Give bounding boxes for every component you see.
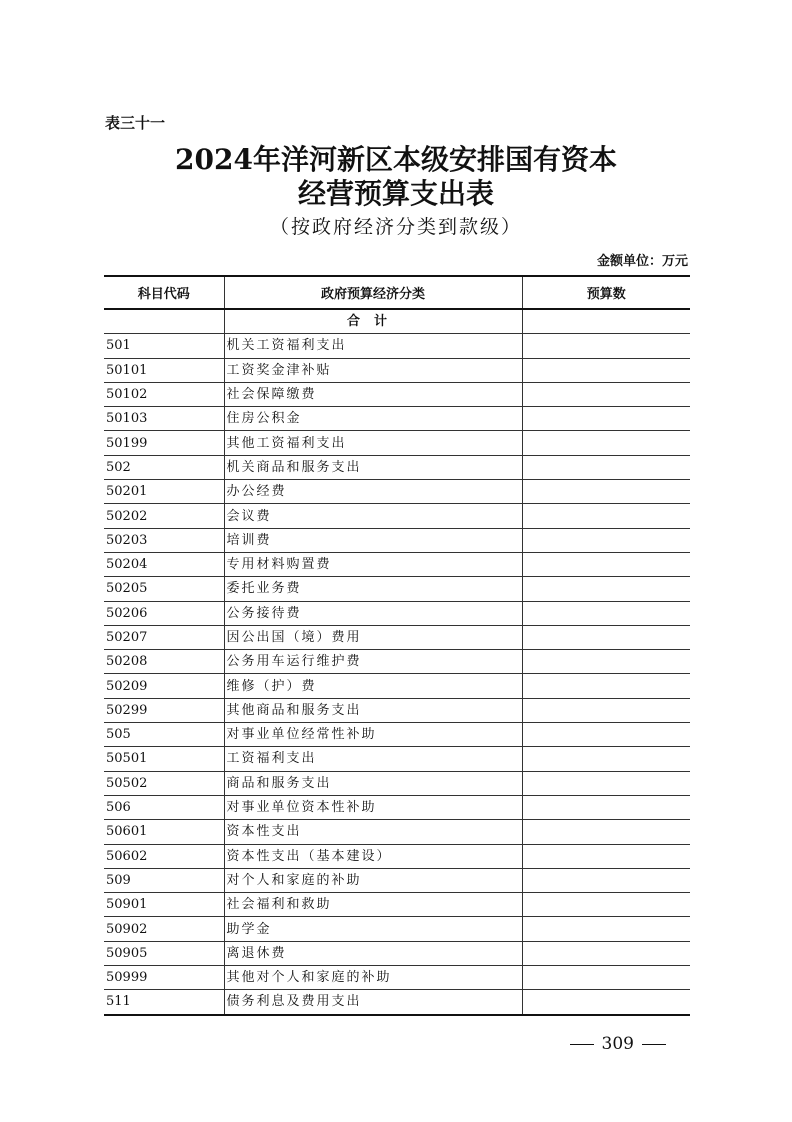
row-amount bbox=[522, 552, 690, 576]
row-amount bbox=[522, 698, 690, 722]
row-amount bbox=[522, 601, 690, 625]
row-amount bbox=[522, 431, 690, 455]
row-amount bbox=[522, 577, 690, 601]
row-amount bbox=[522, 941, 690, 965]
table-row bbox=[104, 917, 690, 941]
row-amount bbox=[522, 334, 690, 358]
row-code: 50602 bbox=[104, 844, 224, 868]
table-row bbox=[104, 334, 690, 358]
row-amount bbox=[522, 382, 690, 406]
dash-right bbox=[642, 1044, 666, 1045]
page-title-line-2: 经营预算支出表 bbox=[297, 177, 494, 210]
table-row bbox=[104, 674, 690, 698]
row-code: 50101 bbox=[104, 358, 224, 382]
table-row bbox=[104, 528, 690, 552]
row-name: 其他工资福利支出 bbox=[224, 431, 522, 455]
row-code: 50203 bbox=[104, 528, 224, 552]
table-row bbox=[104, 431, 690, 455]
budget-table bbox=[104, 275, 690, 1016]
header-code: 科目代码 bbox=[104, 276, 224, 309]
table-row bbox=[104, 698, 690, 722]
header-classification: 政府预算经济分类 bbox=[224, 276, 522, 309]
row-amount bbox=[522, 844, 690, 868]
table-row bbox=[104, 795, 690, 819]
page-subtitle: （按政府经济分类到款级） bbox=[269, 216, 522, 238]
row-amount bbox=[522, 771, 690, 795]
row-name: 资本性支出 bbox=[224, 820, 522, 844]
row-name: 工资奖金津补贴 bbox=[224, 358, 522, 382]
row-code: 50601 bbox=[104, 820, 224, 844]
row-code: 50209 bbox=[104, 674, 224, 698]
row-name: 委托业务费 bbox=[224, 577, 522, 601]
row-name: 资本性支出（基本建设） bbox=[224, 844, 522, 868]
row-code: 506 bbox=[104, 795, 224, 819]
row-code: 50208 bbox=[104, 650, 224, 674]
row-amount bbox=[522, 747, 690, 771]
table-row bbox=[104, 455, 690, 479]
table-row bbox=[104, 358, 690, 382]
table-row bbox=[104, 480, 690, 504]
row-amount bbox=[522, 795, 690, 819]
table-header-row bbox=[104, 276, 690, 309]
row-name: 专用材料购置费 bbox=[224, 552, 522, 576]
row-amount bbox=[522, 893, 690, 917]
table-row bbox=[104, 504, 690, 528]
header-amount: 预算数 bbox=[522, 276, 690, 309]
table-row bbox=[104, 990, 690, 1015]
row-name: 对事业单位资本性补助 bbox=[224, 795, 522, 819]
page-number-text: 309 bbox=[601, 1034, 634, 1054]
table-row bbox=[104, 844, 690, 868]
table-row bbox=[104, 820, 690, 844]
row-code: 50103 bbox=[104, 407, 224, 431]
row-name: 其他商品和服务支出 bbox=[224, 698, 522, 722]
table-row bbox=[104, 893, 690, 917]
row-code: 50205 bbox=[104, 577, 224, 601]
row-name: 商品和服务支出 bbox=[224, 771, 522, 795]
row-code: 50905 bbox=[104, 941, 224, 965]
row-code: 50207 bbox=[104, 625, 224, 649]
table-row bbox=[104, 601, 690, 625]
table-row bbox=[104, 747, 690, 771]
row-amount bbox=[522, 407, 690, 431]
row-amount bbox=[522, 868, 690, 892]
row-code: 50204 bbox=[104, 552, 224, 576]
row-name: 住房公积金 bbox=[224, 407, 522, 431]
table-row bbox=[104, 966, 690, 990]
row-amount bbox=[522, 480, 690, 504]
row-name: 工资福利支出 bbox=[224, 747, 522, 771]
row-code: 50102 bbox=[104, 382, 224, 406]
row-name: 对事业单位经常性补助 bbox=[224, 723, 522, 747]
table-label: 表三十一 bbox=[105, 114, 166, 132]
row-name: 其他对个人和家庭的补助 bbox=[224, 966, 522, 990]
amount-unit: 金额单位：万元 bbox=[596, 254, 688, 269]
table-row bbox=[104, 941, 690, 965]
row-code: 501 bbox=[104, 334, 224, 358]
table-row bbox=[104, 868, 690, 892]
row-code: 50901 bbox=[104, 893, 224, 917]
total-code-cell bbox=[104, 309, 224, 334]
page-number bbox=[562, 1034, 674, 1054]
table-row bbox=[104, 382, 690, 406]
row-code: 50902 bbox=[104, 917, 224, 941]
table-row bbox=[104, 577, 690, 601]
row-amount bbox=[522, 674, 690, 698]
table-row bbox=[104, 552, 690, 576]
row-amount bbox=[522, 504, 690, 528]
row-name: 因公出国（境）费用 bbox=[224, 625, 522, 649]
total-label: 合计 bbox=[224, 309, 522, 334]
dash-left bbox=[570, 1044, 594, 1045]
table-row bbox=[104, 625, 690, 649]
row-name: 培训费 bbox=[224, 528, 522, 552]
row-code: 50502 bbox=[104, 771, 224, 795]
row-amount bbox=[522, 358, 690, 382]
total-row bbox=[104, 309, 690, 334]
row-code: 50206 bbox=[104, 601, 224, 625]
row-name: 机关工资福利支出 bbox=[224, 334, 522, 358]
row-amount bbox=[522, 625, 690, 649]
row-code: 50199 bbox=[104, 431, 224, 455]
table-row bbox=[104, 771, 690, 795]
row-code: 50999 bbox=[104, 966, 224, 990]
row-code: 50202 bbox=[104, 504, 224, 528]
row-name: 公务用车运行维护费 bbox=[224, 650, 522, 674]
row-amount bbox=[522, 528, 690, 552]
row-code: 50201 bbox=[104, 480, 224, 504]
row-name: 办公经费 bbox=[224, 480, 522, 504]
row-amount bbox=[522, 820, 690, 844]
page-title-line-1: 2024年洋河新区本级安排国有资本 bbox=[175, 143, 617, 176]
row-name: 债务利息及费用支出 bbox=[224, 990, 522, 1015]
row-amount bbox=[522, 917, 690, 941]
row-name: 会议费 bbox=[224, 504, 522, 528]
table-row bbox=[104, 650, 690, 674]
row-name: 机关商品和服务支出 bbox=[224, 455, 522, 479]
row-code: 509 bbox=[104, 868, 224, 892]
row-code: 502 bbox=[104, 455, 224, 479]
row-name: 公务接待费 bbox=[224, 601, 522, 625]
row-code: 50501 bbox=[104, 747, 224, 771]
table-row bbox=[104, 723, 690, 747]
row-code: 505 bbox=[104, 723, 224, 747]
row-amount bbox=[522, 723, 690, 747]
row-name: 对个人和家庭的补助 bbox=[224, 868, 522, 892]
row-name: 社会福利和救助 bbox=[224, 893, 522, 917]
total-amount-cell bbox=[522, 309, 690, 334]
row-code: 511 bbox=[104, 990, 224, 1015]
row-amount bbox=[522, 455, 690, 479]
table-row bbox=[104, 407, 690, 431]
row-name: 离退休费 bbox=[224, 941, 522, 965]
row-code: 50299 bbox=[104, 698, 224, 722]
row-name: 社会保障缴费 bbox=[224, 382, 522, 406]
row-name: 助学金 bbox=[224, 917, 522, 941]
row-amount bbox=[522, 990, 690, 1015]
row-name: 维修（护）费 bbox=[224, 674, 522, 698]
row-amount bbox=[522, 650, 690, 674]
row-amount bbox=[522, 966, 690, 990]
